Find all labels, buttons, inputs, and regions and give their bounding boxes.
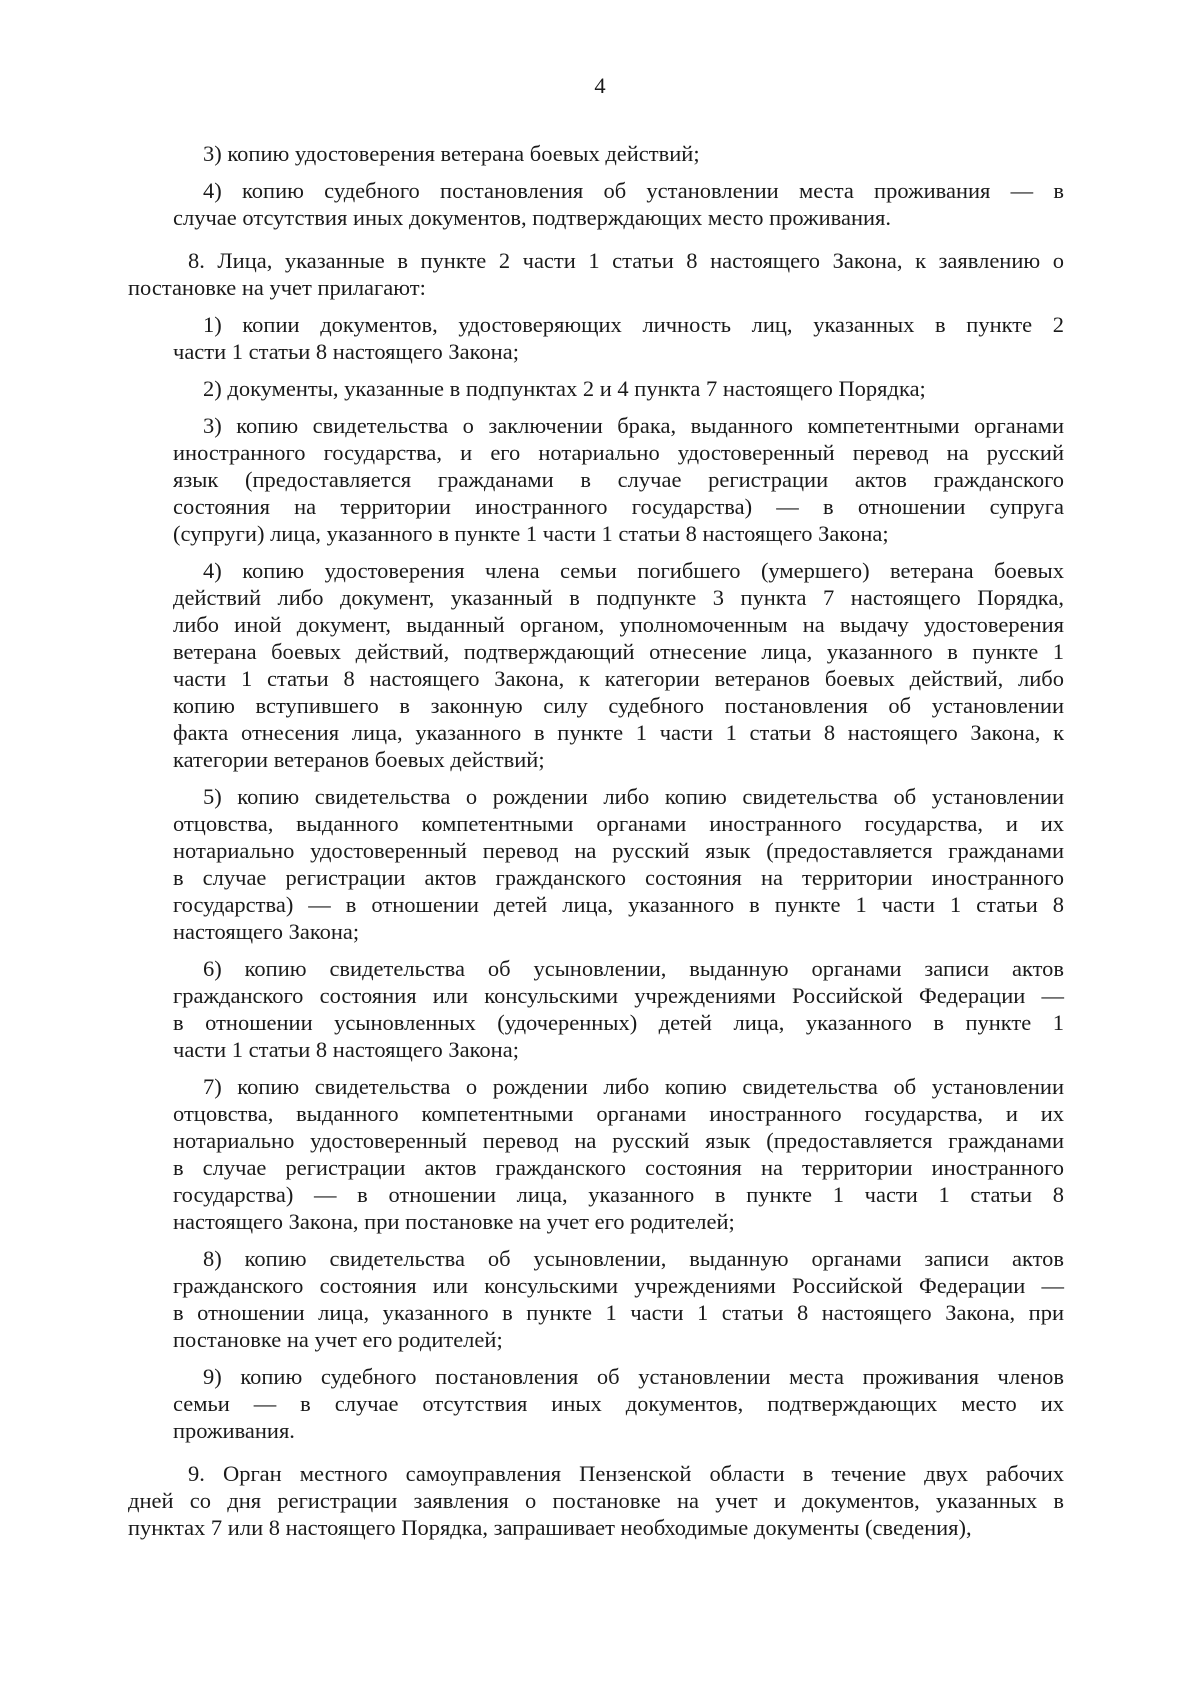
text-line: 5) копию свидетельства о рождении либо копию свидетельства об установлении [203, 784, 1064, 809]
page-number: 4 [594, 73, 606, 98]
list-item [173, 783, 1064, 945]
text-line: 4) копию судебного постановления об установлении места проживания — в [203, 178, 1064, 203]
text-line: пунктах 7 или 8 настоящего Порядка, запрашивает необходимые документы (сведения), [128, 1515, 972, 1540]
text-line: либо иной документ, выданный органом, уполномоченным на выдачу удостоверения [173, 612, 1064, 637]
text-line: действий либо документ, указанный в подпункте 3 пункта 7 настоящего Порядка, [173, 585, 1064, 610]
text-line: в отношении лица, указанного в пункте 1 части 1 статьи 8 настоящего Закона, при [173, 1300, 1064, 1325]
text-line: в отношении усыновленных (удочеренных) детей лица, указанного в пункте 1 [173, 1010, 1064, 1035]
text-line: 7) копию свидетельства о рождении либо копию свидетельства об установлении [203, 1074, 1064, 1099]
text-line: факта отнесения лица, указанного в пункте 1 части 1 статьи 8 настоящего Закона, к [173, 720, 1064, 745]
text-line: 3) копию свидетельства о заключении брака, выданного компетентными органами [203, 413, 1064, 438]
text-line: 3) копию удостоверения ветерана боевых действий; [203, 141, 700, 166]
list-item [173, 955, 1064, 1063]
numbered-paragraph [128, 247, 1064, 301]
text-line: постановке на учет прилагают: [128, 275, 426, 300]
text-line: части 1 статьи 8 настоящего Закона; [173, 339, 519, 364]
text-line: части 1 статьи 8 настоящего Закона; [173, 1037, 519, 1062]
text-line: ветерана боевых действий, подтверждающий отнесение лица, указанного в пункте 1 [173, 639, 1064, 664]
text-line: состояния на территории иностранного государства) — в отношении супруга [173, 494, 1064, 519]
list-item [173, 412, 1064, 547]
list-item [173, 557, 1064, 773]
text-line: категории ветеранов боевых действий; [173, 747, 545, 772]
text-line: настоящего Закона, при постановке на учет его родителей; [173, 1209, 735, 1234]
text-line: нотариально удостоверенный перевод на русский язык (предоставляется гражданами [173, 1128, 1064, 1153]
document-body [128, 140, 1064, 1551]
list-item [173, 1245, 1064, 1353]
text-line: отцовства, выданного компетентными органами иностранного государства, и их [173, 811, 1064, 836]
list-item [173, 1073, 1064, 1235]
text-line: проживания. [173, 1418, 295, 1443]
text-line: постановке на учет его родителей; [173, 1327, 503, 1352]
text-line: (супруги) лица, указанного в пункте 1 части 1 статьи 8 настоящего Закона; [173, 521, 889, 546]
text-line: 8) копию свидетельства об усыновлении, выданную органами записи актов [203, 1246, 1064, 1271]
text-line: гражданского состояния или консульскими учреждениями Российской Федерации — [173, 1273, 1064, 1298]
text-line: гражданского состояния или консульскими учреждениями Российской Федерации — [173, 983, 1064, 1008]
numbered-paragraph [128, 1460, 1064, 1541]
text-line: в случае регистрации актов гражданского состояния на территории иностранного [173, 1155, 1064, 1180]
text-line: 6) копию свидетельства об усыновлении, выданную органами записи актов [203, 956, 1064, 981]
text-line: 9. Орган местного самоуправления Пензенской области в течение двух рабочих [188, 1461, 1064, 1486]
text-line: семьи — в случае отсутствия иных документов, подтверждающих место их [173, 1391, 1064, 1416]
text-line: в случае регистрации актов гражданского состояния на территории иностранного [173, 865, 1064, 890]
text-line: настоящего Закона; [173, 919, 360, 944]
text-line: копию вступившего в законную силу судебного постановления об установлении [173, 693, 1064, 718]
text-line: 9) копию судебного постановления об установлении места проживания членов [203, 1364, 1064, 1389]
text-line: отцовства, выданного компетентными органами иностранного государства, и их [173, 1101, 1064, 1126]
text-line: язык (предоставляется гражданами в случае регистрации актов гражданского [173, 467, 1064, 492]
list-item [173, 311, 1064, 365]
text-line: 8. Лица, указанные в пункте 2 части 1 статьи 8 настоящего Закона, к заявлению о [188, 248, 1064, 273]
text-line: части 1 статьи 8 настоящего Закона, к категории ветеранов боевых действий, либо [173, 666, 1064, 691]
text-line: 4) копию удостоверения члена семьи погибшего (умершего) ветерана боевых [203, 558, 1064, 583]
list-item [173, 177, 1064, 231]
list-item [173, 1363, 1064, 1444]
list-item [173, 375, 1064, 402]
text-line: государства) — в отношении лица, указанного в пункте 1 части 1 статьи 8 [173, 1182, 1064, 1207]
text-line: 1) копии документов, удостоверяющих личность лиц, указанных в пункте 2 [203, 312, 1064, 337]
text-line: государства) — в отношении детей лица, указанного в пункте 1 части 1 статьи 8 [173, 892, 1064, 917]
text-line: иностранного государства, и его нотариально удостоверенный перевод на русский [173, 440, 1064, 465]
text-line: случае отсутствия иных документов, подтверждающих место проживания. [173, 205, 892, 230]
text-line: 2) документы, указанные в подпунктах 2 и 4 пункта 7 настоящего Порядка; [203, 376, 926, 401]
text-line: нотариально удостоверенный перевод на русский язык (предоставляется гражданами [173, 838, 1064, 863]
list-item [173, 140, 1064, 167]
text-line: дней со дня регистрации заявления о постановке на учет и документов, указанных в [128, 1488, 1064, 1513]
